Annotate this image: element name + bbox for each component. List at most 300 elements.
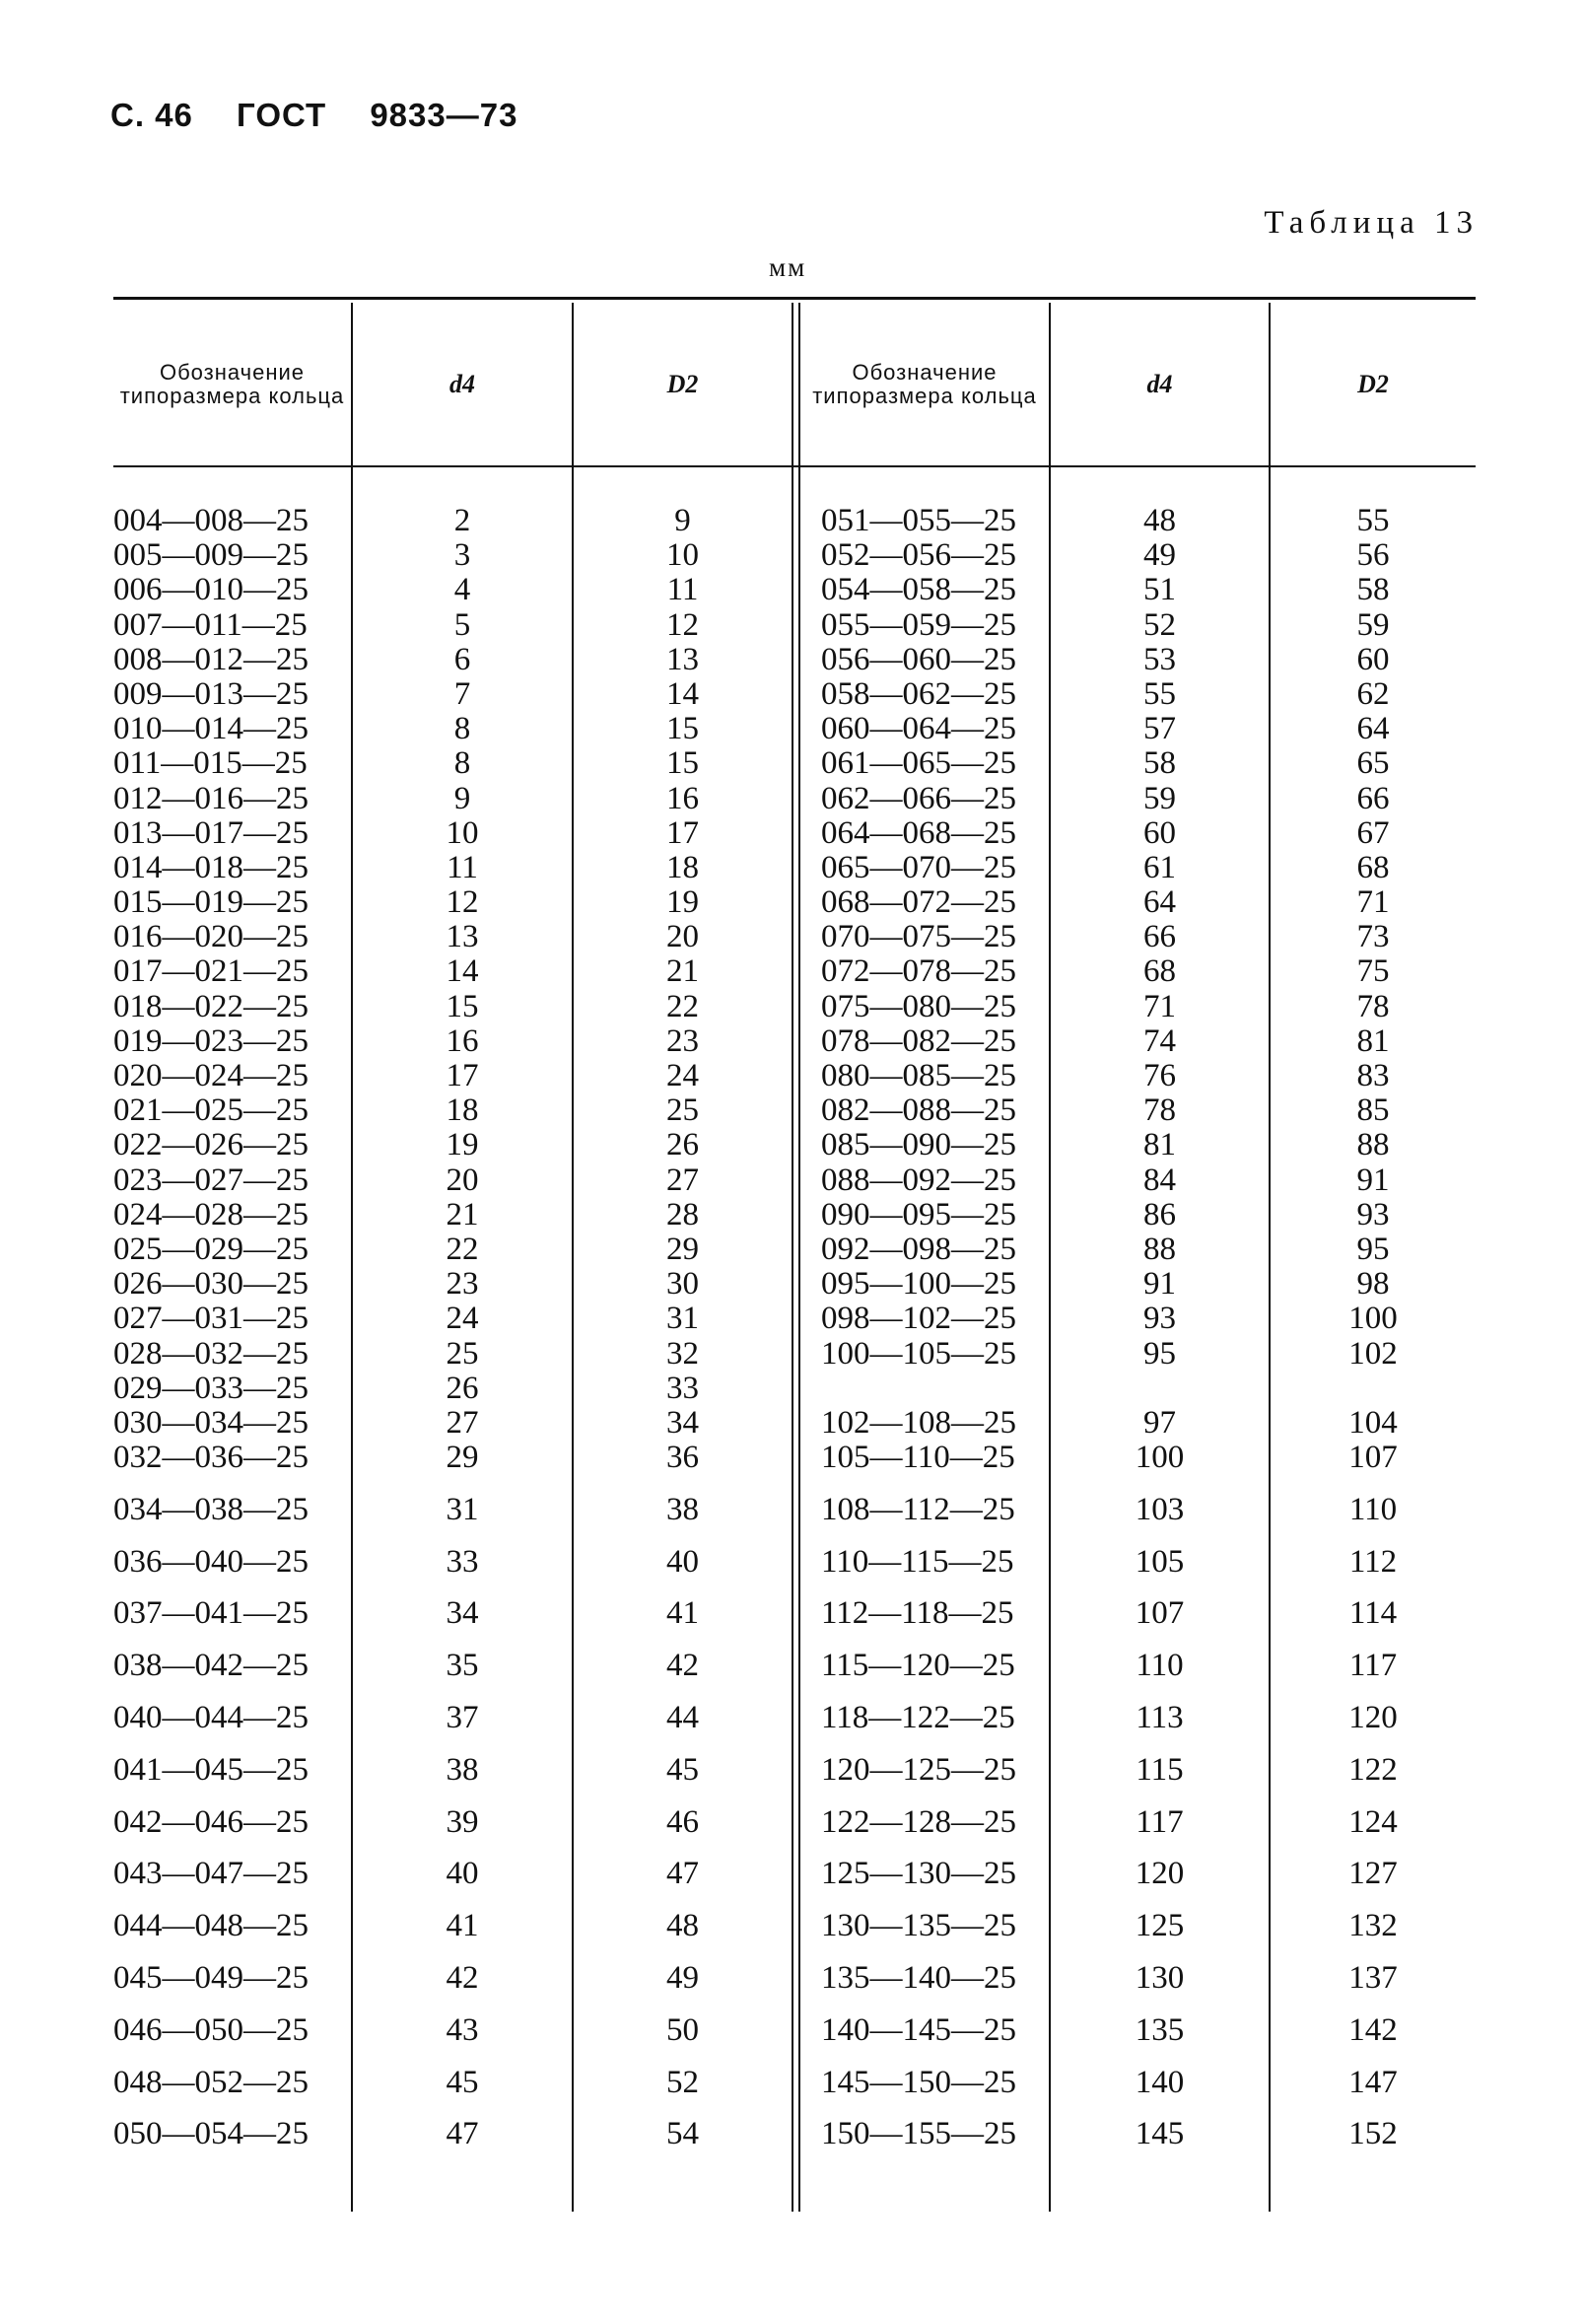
designation-cell-right: 061—065—25	[821, 745, 1016, 782]
unit-label: мм	[769, 252, 807, 282]
table-row	[113, 954, 1476, 989]
designation-cell-right: 055—059—25	[821, 606, 1016, 643]
d4-cell-right: 103	[1135, 1491, 1185, 1527]
D2-cell: 14	[666, 675, 699, 712]
data-table	[113, 297, 1476, 2212]
d4-cell: 11	[447, 849, 478, 885]
designation-cell: 045—049—25	[113, 1960, 309, 1997]
d4-cell: 21	[446, 1196, 479, 1232]
d4-cell: 47	[446, 2116, 479, 2152]
D2-cell: 30	[666, 1266, 699, 1303]
designation-cell: 043—047—25	[113, 1856, 309, 1892]
designation-cell: 032—036—25	[113, 1440, 309, 1476]
d4-cell-right: 93	[1143, 1301, 1176, 1337]
d4-cell-right: 97	[1143, 1404, 1176, 1441]
designation-cell-right: 108—112—25	[821, 1491, 1015, 1527]
d4-cell-right: 88	[1143, 1231, 1176, 1267]
d4-cell: 3	[453, 537, 471, 574]
D2-cell-right: 81	[1356, 1022, 1390, 1059]
table-row	[113, 573, 1476, 607]
D2-cell: 23	[666, 1022, 699, 1059]
d4-cell-right: 53	[1143, 641, 1176, 677]
designation-cell-right: 060—064—25	[821, 711, 1016, 747]
d4-cell: 41	[446, 1908, 479, 1944]
designation-cell-right: 051—055—25	[821, 503, 1016, 538]
D2-cell-right: 71	[1356, 884, 1390, 921]
D2-cell: 52	[666, 2064, 699, 2100]
d4-cell: 43	[446, 2011, 479, 2048]
D2-cell: 44	[666, 1700, 699, 1736]
designation-cell: 027—031—25	[113, 1301, 309, 1337]
table-row	[113, 1059, 1476, 1093]
d4-cell-right: 78	[1143, 1092, 1176, 1129]
header-d4: d4	[449, 369, 475, 398]
d4-cell: 7	[453, 675, 471, 712]
D2-cell: 24	[666, 1058, 699, 1093]
d4-cell-right: 71	[1143, 988, 1176, 1024]
D2-cell-right: 100	[1348, 1301, 1398, 1337]
table-row	[113, 782, 1476, 816]
header-d4-right: d4	[1146, 369, 1173, 398]
table-row	[113, 990, 1476, 1024]
D2-cell-right: 68	[1356, 849, 1390, 885]
header-D2: D2	[666, 369, 699, 398]
designation-cell-right: 135—140—25	[821, 1960, 1016, 1997]
designation-cell-right: 100—105—25	[821, 1335, 1016, 1372]
designation-cell-right: 092—098—25	[821, 1231, 1016, 1267]
D2-cell: 22	[666, 988, 699, 1024]
d4-cell: 13	[446, 919, 479, 955]
table-row	[113, 1545, 1476, 1597]
table-row	[113, 1441, 1476, 1493]
designation-cell-right: 090—095—25	[821, 1196, 1016, 1232]
designation-cell: 050—054—25	[113, 2116, 309, 2152]
table-row	[113, 816, 1476, 851]
d4-cell: 24	[446, 1301, 479, 1337]
table-row	[113, 920, 1476, 954]
designation-cell-right: 110—115—25	[821, 1543, 1014, 1580]
designation-cell-right: 112—118—25	[821, 1595, 1014, 1632]
designation-cell: 004—008—25	[113, 503, 309, 538]
designation-cell-right: 058—062—25	[821, 675, 1016, 712]
d4-cell-right: 81	[1143, 1127, 1176, 1163]
D2-cell-right: 120	[1348, 1700, 1398, 1736]
table-row	[113, 1024, 1476, 1059]
header-designation-right: Обозначение типоразмера кольца	[812, 359, 1037, 408]
D2-cell: 48	[666, 1908, 699, 1944]
designation-cell-right: 054—058—25	[821, 572, 1016, 608]
designation-cell: 048—052—25	[113, 2064, 309, 2100]
d4-cell: 37	[446, 1700, 479, 1736]
D2-cell-right: 62	[1356, 675, 1390, 712]
d4-cell: 23	[446, 1266, 479, 1303]
d4-cell-right: 68	[1143, 953, 1176, 990]
D2-cell: 42	[666, 1648, 699, 1684]
D2-cell-right: 122	[1348, 1751, 1398, 1788]
d4-cell-right: 59	[1143, 780, 1176, 816]
designation-cell: 037—041—25	[113, 1595, 309, 1632]
D2-cell-right: 75	[1356, 953, 1390, 990]
D2-cell: 46	[666, 1803, 699, 1840]
D2-cell: 34	[666, 1404, 699, 1441]
D2-cell-right: 66	[1356, 780, 1390, 816]
d4-cell: 18	[446, 1092, 479, 1129]
designation-cell: 026—030—25	[113, 1266, 309, 1303]
d4-cell-right: 52	[1143, 606, 1176, 643]
header-D2-right: D2	[1357, 369, 1389, 398]
D2-cell-right: 58	[1356, 572, 1390, 608]
designation-cell-right: 105—110—25	[821, 1440, 1015, 1476]
designation-cell: 022—026—25	[113, 1127, 309, 1163]
d4-cell-right: 91	[1143, 1266, 1176, 1303]
header-designation: Обозначение типоразмера кольца	[119, 359, 345, 408]
d4-cell: 20	[446, 1162, 479, 1198]
designation-cell: 018—022—25	[113, 988, 309, 1024]
table-row	[113, 1649, 1476, 1701]
table-row	[113, 1493, 1476, 1545]
designation-cell: 046—050—25	[113, 2011, 309, 2048]
D2-cell: 36	[666, 1440, 699, 1476]
d4-cell-right: 49	[1143, 537, 1176, 574]
d4-cell: 2	[453, 503, 471, 538]
D2-cell-right: 85	[1356, 1092, 1390, 1129]
designation-cell: 010—014—25	[113, 711, 309, 747]
designation-cell-right: 120—125—25	[821, 1751, 1016, 1788]
designation-cell: 023—027—25	[113, 1162, 309, 1198]
d4-cell-right: 113	[1136, 1700, 1184, 1736]
table-title: Таблица 13	[1264, 205, 1479, 241]
table-row	[113, 504, 1476, 538]
table-row	[113, 2066, 1476, 2118]
D2-cell: 11	[666, 572, 699, 608]
table-row	[113, 1857, 1476, 1909]
d4-cell: 25	[446, 1335, 479, 1372]
D2-cell: 31	[666, 1301, 699, 1337]
d4-cell-right: 74	[1143, 1022, 1176, 1059]
d4-cell: 35	[446, 1648, 479, 1684]
d4-cell: 17	[446, 1058, 479, 1093]
D2-cell: 33	[666, 1370, 699, 1406]
table-row	[113, 1267, 1476, 1302]
designation-cell-right: 075—080—25	[821, 988, 1016, 1024]
table-row	[113, 2013, 1476, 2066]
d4-cell-right: 84	[1143, 1162, 1176, 1198]
table-row	[113, 1909, 1476, 1961]
table-row	[113, 1128, 1476, 1162]
designation-cell: 006—010—25	[113, 572, 309, 608]
designation-cell-right: 085—090—25	[821, 1127, 1016, 1163]
table-row	[113, 1198, 1476, 1232]
D2-cell-right: 102	[1348, 1335, 1398, 1372]
designation-cell: 017—021—25	[113, 953, 309, 990]
D2-cell-right: 110	[1348, 1491, 1398, 1527]
designation-cell: 024—028—25	[113, 1196, 309, 1232]
table-row	[113, 1805, 1476, 1858]
designation-cell-right: 115—120—25	[821, 1648, 1015, 1684]
D2-cell-right: 114	[1348, 1595, 1398, 1632]
designation-cell-right: 056—060—25	[821, 641, 1016, 677]
d4-cell: 15	[446, 988, 479, 1024]
d4-cell-right: 125	[1135, 1908, 1185, 1944]
d4-cell-right: 60	[1143, 814, 1176, 851]
d4-cell: 19	[446, 1127, 479, 1163]
D2-cell: 40	[666, 1543, 699, 1580]
d4-cell-right: 66	[1143, 919, 1176, 955]
D2-cell-right: 127	[1348, 1856, 1398, 1892]
D2-cell-right: 104	[1348, 1404, 1398, 1441]
D2-cell: 19	[666, 884, 699, 921]
d4-cell: 5	[453, 606, 471, 643]
table-row	[113, 643, 1476, 677]
designation-cell: 008—012—25	[113, 641, 309, 677]
d4-cell-right: 135	[1135, 2011, 1185, 2048]
d4-cell: 27	[446, 1404, 479, 1441]
designation-cell: 021—025—25	[113, 1092, 309, 1129]
d4-cell-right: 120	[1135, 1856, 1185, 1892]
D2-cell: 28	[666, 1196, 699, 1232]
D2-cell-right: 132	[1348, 1908, 1398, 1944]
d4-cell-right: 58	[1143, 745, 1176, 782]
d4-cell-right: 140	[1135, 2064, 1185, 2100]
d4-cell-right: 117	[1136, 1803, 1184, 1840]
D2-cell-right: 60	[1356, 641, 1390, 677]
d4-cell-right: 100	[1135, 1440, 1185, 1476]
d4-cell-right: 76	[1143, 1058, 1176, 1093]
D2-cell: 9	[674, 503, 691, 538]
D2-cell-right: 67	[1356, 814, 1390, 851]
D2-cell-right: 65	[1356, 745, 1390, 782]
D2-cell: 21	[666, 953, 699, 990]
table-row	[113, 746, 1476, 781]
d4-cell: 16	[446, 1022, 479, 1059]
D2-cell: 15	[666, 745, 699, 782]
d4-cell: 22	[446, 1231, 479, 1267]
table-row	[113, 1093, 1476, 1128]
designation-cell: 034—038—25	[113, 1491, 309, 1527]
designation-cell: 005—009—25	[113, 537, 309, 574]
table-row	[113, 2117, 1476, 2169]
D2-cell: 47	[666, 1856, 699, 1892]
designation-cell-right: 130—135—25	[821, 1908, 1016, 1944]
D2-cell-right: 117	[1348, 1648, 1398, 1684]
designation-cell: 029—033—25	[113, 1370, 309, 1406]
d4-cell: 38	[446, 1751, 479, 1788]
designation-cell-right: 150—155—25	[821, 2116, 1016, 2152]
d4-cell-right: 105	[1135, 1543, 1185, 1580]
designation-cell-right: 122—128—25	[821, 1803, 1016, 1840]
d4-cell-right: 95	[1143, 1335, 1176, 1372]
D2-cell: 49	[666, 1960, 699, 1997]
D2-cell: 38	[666, 1491, 699, 1527]
D2-cell-right: 98	[1356, 1266, 1390, 1303]
designation-cell-right: 125—130—25	[821, 1856, 1016, 1892]
D2-cell-right: 152	[1348, 2116, 1398, 2152]
designation-cell: 014—018—25	[113, 849, 309, 885]
d4-cell-right: 51	[1143, 572, 1176, 608]
designation-cell: 020—024—25	[113, 1058, 309, 1093]
designation-cell-right: 140—145—25	[821, 2011, 1016, 2048]
designation-cell: 016—020—25	[113, 919, 309, 955]
table-row	[113, 1701, 1476, 1753]
designation-cell: 038—042—25	[113, 1648, 309, 1684]
d4-cell: 39	[446, 1803, 479, 1840]
D2-cell-right: 147	[1348, 2064, 1398, 2100]
D2-cell: 26	[666, 1127, 699, 1163]
designation-cell-right: 088—092—25	[821, 1162, 1016, 1198]
D2-cell: 41	[666, 1595, 699, 1632]
designation-cell: 036—040—25	[113, 1543, 309, 1580]
d4-cell-right: 55	[1143, 675, 1176, 712]
d4-cell-right: 61	[1143, 849, 1176, 885]
D2-cell-right: 64	[1356, 711, 1390, 747]
designation-cell-right: 062—066—25	[821, 780, 1016, 816]
D2-cell-right: 83	[1356, 1058, 1390, 1093]
d4-cell-right: 86	[1143, 1196, 1176, 1232]
table-row	[113, 1163, 1476, 1198]
D2-cell-right: 95	[1356, 1231, 1390, 1267]
D2-cell: 27	[666, 1162, 699, 1198]
d4-cell-right: 115	[1136, 1751, 1184, 1788]
d4-cell-right: 64	[1143, 884, 1176, 921]
designation-cell: 009—013—25	[113, 675, 309, 712]
d4-cell: 9	[453, 780, 471, 816]
designation-cell-right: 072—078—25	[821, 953, 1016, 990]
designation-cell: 015—019—25	[113, 884, 309, 921]
D2-cell-right: 78	[1356, 988, 1390, 1024]
D2-cell-right: 107	[1348, 1440, 1398, 1476]
designation-cell-right: 082—088—25	[821, 1092, 1016, 1129]
designation-cell: 019—023—25	[113, 1022, 309, 1059]
D2-cell: 32	[666, 1335, 699, 1372]
table-row	[113, 1596, 1476, 1649]
designation-cell: 028—032—25	[113, 1335, 309, 1372]
d4-cell: 42	[446, 1960, 479, 1997]
D2-cell-right: 56	[1356, 537, 1390, 574]
D2-cell: 10	[666, 537, 699, 574]
D2-cell-right: 142	[1348, 2011, 1398, 2048]
d4-cell-right: 145	[1135, 2116, 1185, 2152]
designation-cell-right: 052—056—25	[821, 537, 1016, 574]
d4-cell-right: 107	[1135, 1595, 1185, 1632]
D2-cell: 16	[666, 780, 699, 816]
designation-cell-right: 065—070—25	[821, 849, 1016, 885]
d4-cell: 34	[446, 1595, 479, 1632]
d4-cell: 12	[446, 884, 479, 921]
D2-cell: 18	[666, 849, 699, 885]
d4-cell: 33	[446, 1543, 479, 1580]
table-row	[113, 885, 1476, 920]
table-row	[113, 851, 1476, 885]
D2-cell: 54	[666, 2116, 699, 2152]
designation-cell-right: 118—122—25	[821, 1700, 1015, 1736]
page-number: С. 46	[110, 97, 193, 133]
d4-cell: 8	[453, 745, 471, 782]
table-header-rule	[113, 465, 1476, 467]
table-top-rule	[113, 297, 1476, 300]
D2-cell: 25	[666, 1092, 699, 1129]
D2-cell-right: 73	[1356, 919, 1390, 955]
d4-cell-right: 110	[1136, 1648, 1184, 1684]
designation-cell: 011—015—25	[113, 745, 308, 782]
d4-cell: 8	[453, 711, 471, 747]
D2-cell-right: 124	[1348, 1803, 1398, 1840]
D2-cell-right: 93	[1356, 1196, 1390, 1232]
D2-cell-right: 55	[1356, 503, 1390, 538]
d4-cell: 31	[446, 1491, 479, 1527]
d4-cell: 4	[453, 572, 471, 608]
designation-cell: 044—048—25	[113, 1908, 309, 1944]
D2-cell: 13	[666, 641, 699, 677]
designation-cell-right: 098—102—25	[821, 1301, 1016, 1337]
d4-cell-right: 57	[1143, 711, 1176, 747]
designation-cell-right: 080—085—25	[821, 1058, 1016, 1093]
designation-cell: 042—046—25	[113, 1803, 309, 1840]
table-row	[113, 1406, 1476, 1441]
standard-number: 9833—73	[370, 97, 518, 133]
D2-cell-right: 91	[1356, 1162, 1390, 1198]
D2-cell-right: 59	[1356, 606, 1390, 643]
table-row	[113, 712, 1476, 746]
page-header	[110, 97, 551, 134]
D2-cell: 29	[666, 1231, 699, 1267]
table-row	[113, 1337, 1476, 1372]
d4-cell: 6	[453, 641, 471, 677]
designation-cell: 030—034—25	[113, 1404, 309, 1441]
D2-cell-right: 88	[1356, 1127, 1390, 1163]
D2-cell: 12	[666, 606, 699, 643]
designation-cell-right: 070—075—25	[821, 919, 1016, 955]
table-row	[113, 538, 1476, 573]
D2-cell: 17	[666, 814, 699, 851]
d4-cell-right: 130	[1135, 1960, 1185, 1997]
designation-cell: 007—011—25	[113, 606, 308, 643]
D2-cell-right: 137	[1348, 1960, 1398, 1997]
designation-cell: 040—044—25	[113, 1700, 309, 1736]
table-row	[113, 1372, 1476, 1406]
d4-cell: 45	[446, 2064, 479, 2100]
d4-cell-right: 48	[1143, 503, 1176, 538]
D2-cell: 45	[666, 1751, 699, 1788]
designation-cell-right: 102—108—25	[821, 1404, 1016, 1441]
standard-label: ГОСТ	[237, 97, 327, 133]
table-body	[113, 504, 1476, 2169]
designation-cell: 013—017—25	[113, 814, 309, 851]
d4-cell: 26	[446, 1370, 479, 1406]
table-row	[113, 1232, 1476, 1267]
table-row	[113, 677, 1476, 712]
designation-cell: 041—045—25	[113, 1751, 309, 1788]
D2-cell-right: 112	[1348, 1543, 1398, 1580]
table-row	[113, 608, 1476, 643]
table-row	[113, 1961, 1476, 2013]
designation-cell-right: 064—068—25	[821, 814, 1016, 851]
designation-cell: 012—016—25	[113, 780, 309, 816]
d4-cell: 40	[446, 1856, 479, 1892]
d4-cell: 29	[446, 1440, 479, 1476]
d4-cell: 10	[446, 814, 479, 851]
designation-cell-right: 078—082—25	[821, 1022, 1016, 1059]
table-row	[113, 1302, 1476, 1336]
D2-cell: 50	[666, 2011, 699, 2048]
designation-cell: 025—029—25	[113, 1231, 309, 1267]
designation-cell-right: 068—072—25	[821, 884, 1016, 921]
D2-cell: 20	[666, 919, 699, 955]
designation-cell-right: 145—150—25	[821, 2064, 1016, 2100]
d4-cell: 14	[446, 953, 479, 990]
D2-cell: 15	[666, 711, 699, 747]
designation-cell-right: 095—100—25	[821, 1266, 1016, 1303]
table-row	[113, 1753, 1476, 1805]
